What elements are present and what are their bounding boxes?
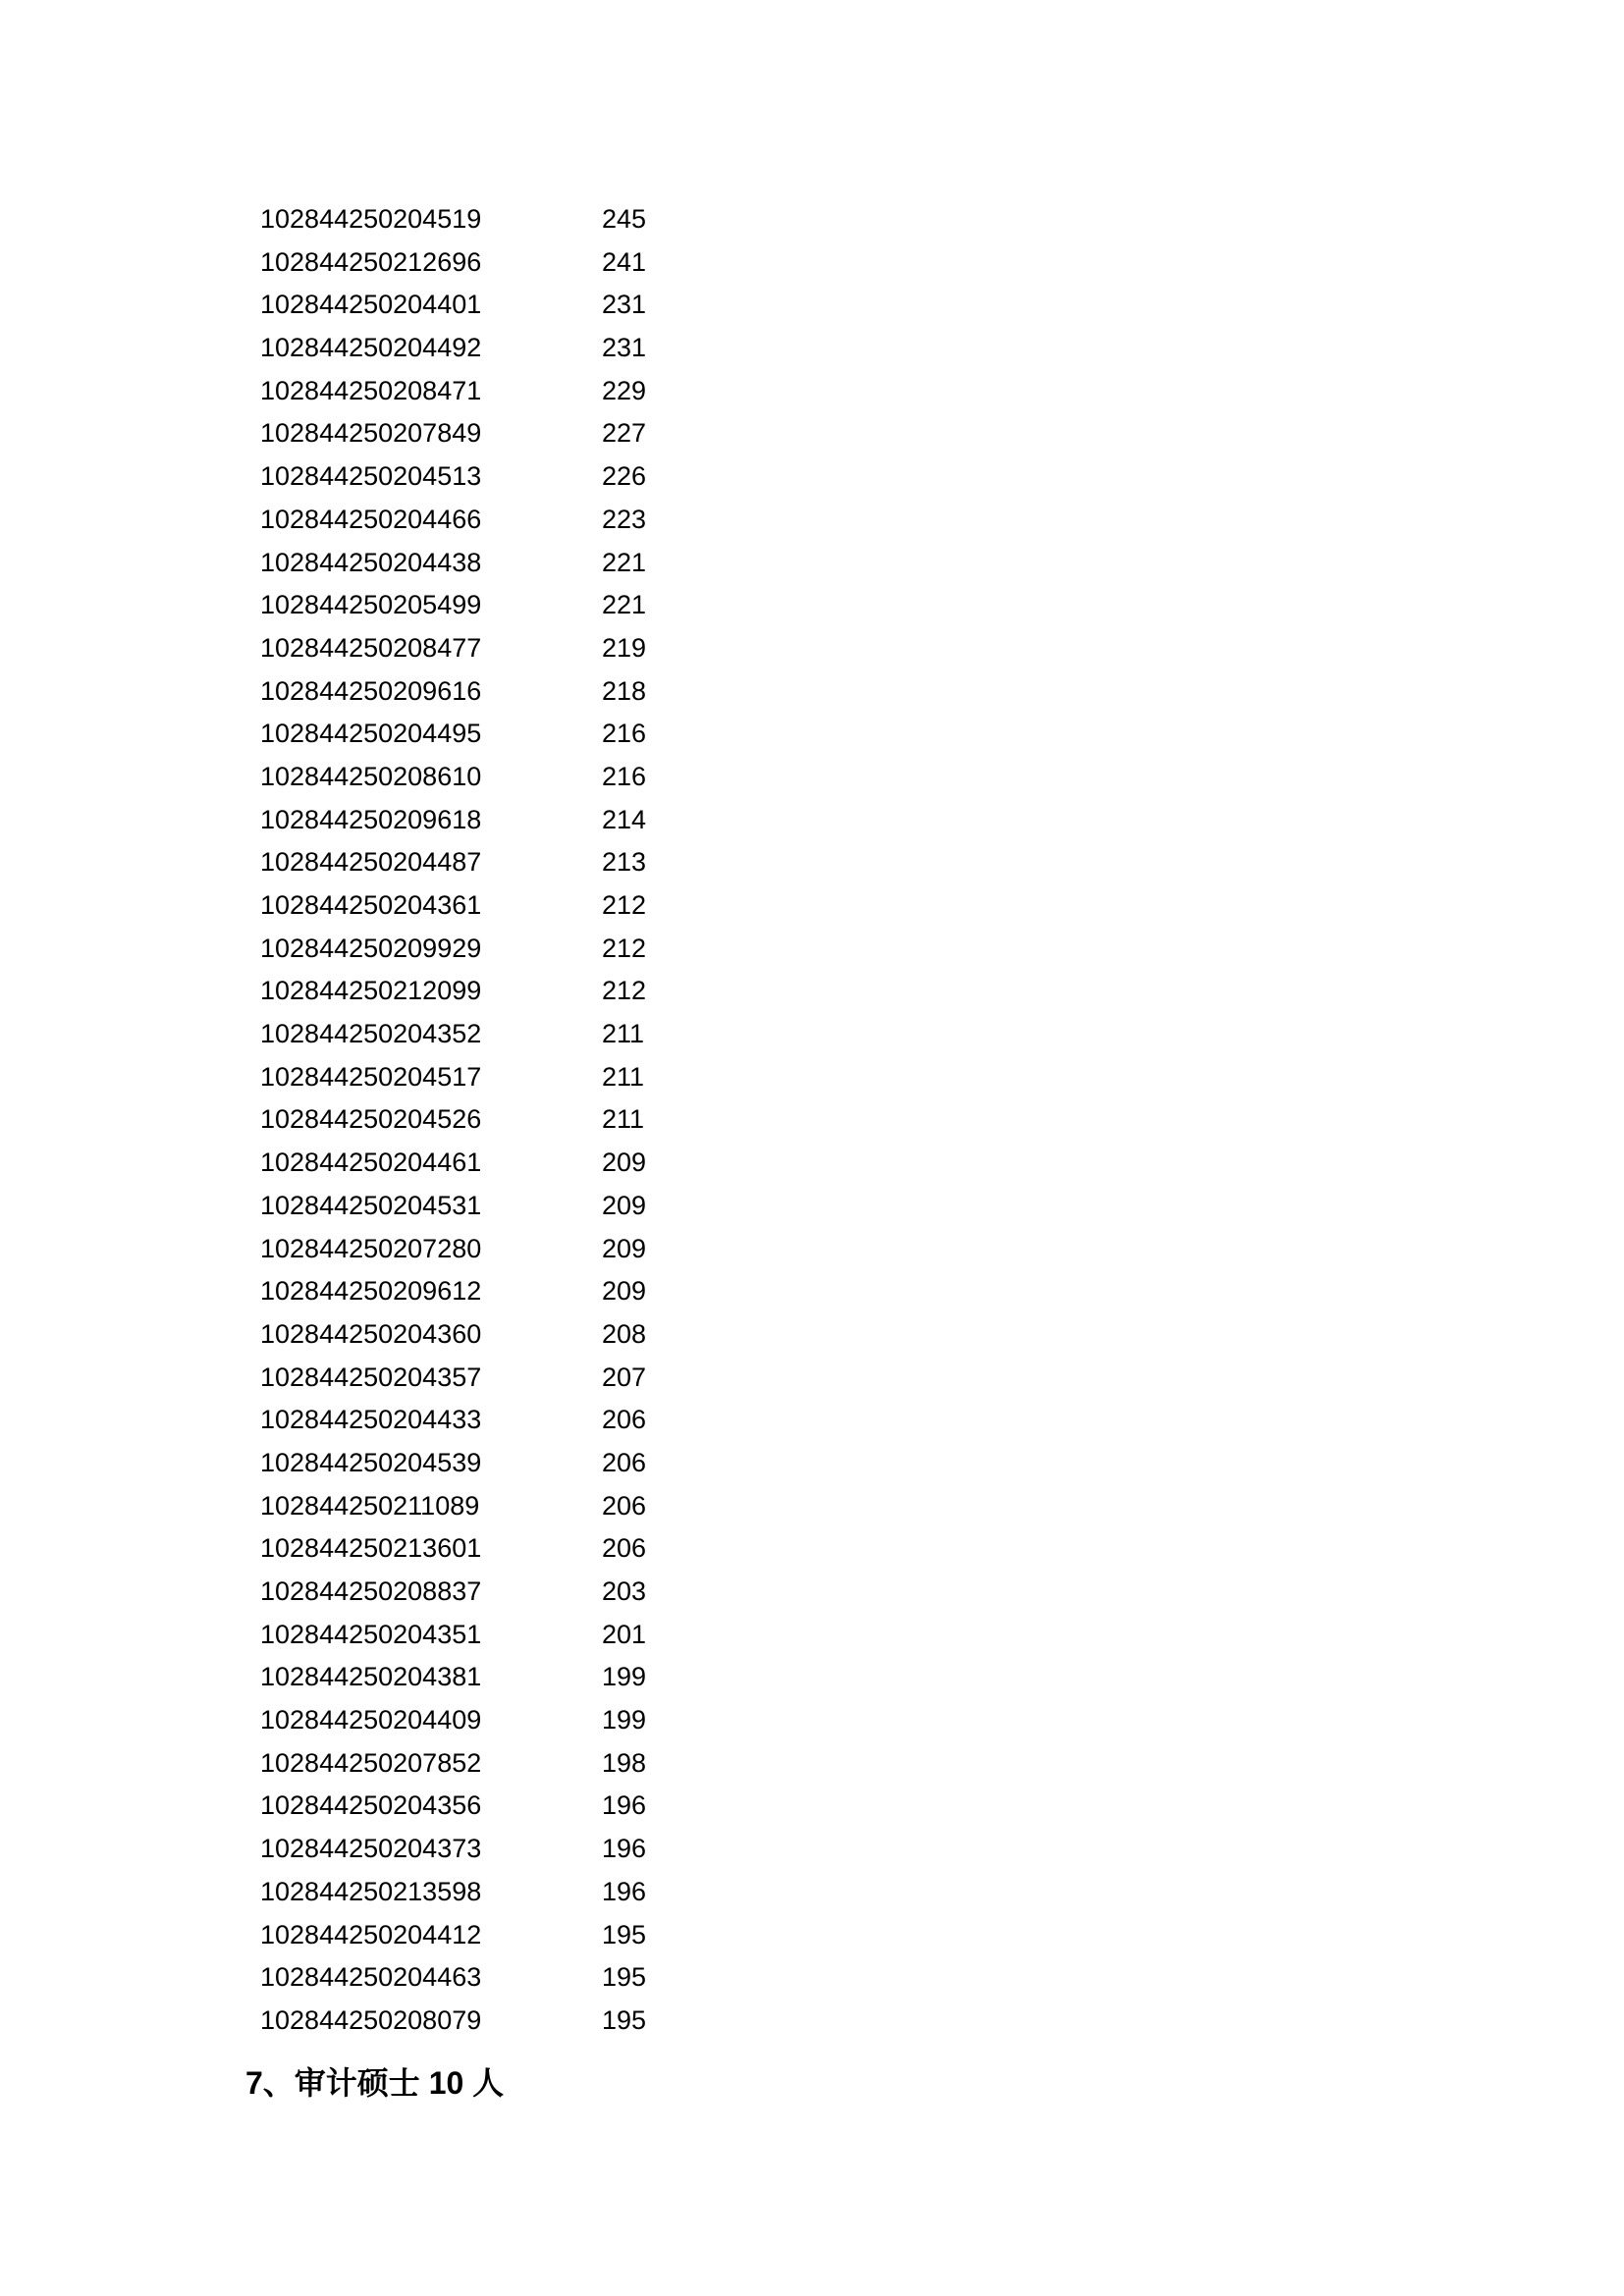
candidate-id: 102844250204433 <box>260 1405 482 1435</box>
candidate-score: 211 <box>602 1104 645 1135</box>
candidate-id: 102844250207280 <box>260 1233 482 1263</box>
candidate-id: 102844250208477 <box>260 632 482 663</box>
table-row <box>0 1742 1624 1786</box>
candidate-id: 102844250207852 <box>260 1747 482 1778</box>
table-row <box>0 542 1624 585</box>
candidate-score: 208 <box>602 1318 647 1349</box>
candidate-score: 195 <box>602 1962 647 1993</box>
candidate-score: 226 <box>602 461 647 492</box>
candidate-id: 102844250204513 <box>260 461 482 492</box>
candidate-score: 211 <box>602 1019 645 1049</box>
candidate-id: 102844250204357 <box>260 1362 482 1392</box>
candidate-id: 102844250204412 <box>260 1919 482 1949</box>
table-row <box>0 1614 1624 1657</box>
candidate-id: 102844250208471 <box>260 375 482 405</box>
candidate-id: 102844250204461 <box>260 1148 482 1178</box>
table-row <box>0 2000 1624 2043</box>
table-row <box>0 799 1624 842</box>
table-row <box>0 1871 1624 1914</box>
candidate-score: 203 <box>602 1576 647 1606</box>
candidate-id: 102844250204351 <box>260 1619 482 1649</box>
candidate-id: 102844250208610 <box>260 761 482 791</box>
candidate-id: 102844250207849 <box>260 418 482 449</box>
candidate-id: 102844250204463 <box>260 1962 482 1993</box>
table-row <box>0 928 1624 971</box>
candidate-id: 102844250212696 <box>260 246 482 277</box>
candidate-id: 102844250204401 <box>260 290 482 320</box>
table-row <box>0 1185 1624 1228</box>
candidate-score: 212 <box>602 976 647 1006</box>
candidate-id: 102844250213601 <box>260 1533 482 1564</box>
table-row <box>0 412 1624 455</box>
candidate-score: 221 <box>602 547 647 577</box>
candidate-id: 102844250209618 <box>260 804 482 834</box>
table-row <box>0 1399 1624 1442</box>
table-row <box>0 455 1624 499</box>
table-row <box>0 1313 1624 1357</box>
candidate-id: 102844250204517 <box>260 1061 482 1092</box>
candidate-id: 102844250204409 <box>260 1705 482 1735</box>
table-row <box>0 1785 1624 1828</box>
candidate-score: 212 <box>602 890 647 920</box>
table-row <box>0 1442 1624 1485</box>
candidate-score: 198 <box>602 1747 647 1778</box>
candidate-id: 102844250209616 <box>260 675 482 706</box>
candidate-score: 212 <box>602 933 647 963</box>
candidate-score: 223 <box>602 504 647 534</box>
candidate-score: 209 <box>602 1276 647 1307</box>
table-row <box>0 970 1624 1013</box>
candidate-id: 102844250212099 <box>260 976 482 1006</box>
candidate-score: 241 <box>602 246 647 277</box>
candidate-score: 196 <box>602 1876 647 1906</box>
candidate-score: 218 <box>602 675 647 706</box>
candidate-score: 216 <box>602 761 647 791</box>
candidate-score: 196 <box>602 1834 647 1864</box>
candidate-id: 102844250204531 <box>260 1190 482 1220</box>
candidate-score: 213 <box>602 847 647 878</box>
candidate-id: 102844250208079 <box>260 2004 482 2035</box>
candidate-score: 195 <box>602 1919 647 1949</box>
candidate-score: 221 <box>602 590 647 620</box>
candidate-score: 229 <box>602 375 647 405</box>
table-row <box>0 756 1624 799</box>
candidate-score: 214 <box>602 804 647 834</box>
candidate-score: 196 <box>602 1790 647 1821</box>
candidate-score: 216 <box>602 719 647 749</box>
table-row <box>0 241 1624 285</box>
candidate-score: 245 <box>602 204 647 234</box>
table-row <box>0 1699 1624 1742</box>
table-row <box>0 499 1624 542</box>
candidate-id: 102844250209612 <box>260 1276 482 1307</box>
candidate-score: 207 <box>602 1362 647 1392</box>
table-row <box>0 1656 1624 1699</box>
table-row <box>0 1270 1624 1313</box>
candidate-id: 102844250204438 <box>260 547 482 577</box>
candidate-score: 219 <box>602 632 647 663</box>
candidate-id: 102844250204381 <box>260 1662 482 1692</box>
table-row <box>0 1828 1624 1871</box>
candidate-score: 206 <box>602 1447 647 1477</box>
table-row <box>0 713 1624 756</box>
table-row <box>0 1013 1624 1056</box>
candidate-score: 209 <box>602 1233 647 1263</box>
table-row <box>0 284 1624 327</box>
candidate-score: 206 <box>602 1405 647 1435</box>
table-row <box>0 370 1624 413</box>
candidate-id: 102844250204352 <box>260 1019 482 1049</box>
table-row <box>0 1485 1624 1528</box>
table-row <box>0 1142 1624 1185</box>
candidate-score: 201 <box>602 1619 647 1649</box>
table-row <box>0 841 1624 884</box>
candidate-score: 227 <box>602 418 647 449</box>
candidate-id: 102844250204487 <box>260 847 482 878</box>
candidate-score: 209 <box>602 1190 647 1220</box>
section-heading: 7、审计硕士 10 人 <box>245 2065 505 2101</box>
candidate-id: 102844250204526 <box>260 1104 482 1135</box>
table-row <box>0 1098 1624 1142</box>
table-row <box>0 1914 1624 1957</box>
table-row <box>0 1228 1624 1271</box>
candidate-score: 231 <box>602 290 647 320</box>
candidate-id: 102844250204495 <box>260 719 482 749</box>
table-row <box>0 1571 1624 1614</box>
candidate-id: 102844250213598 <box>260 1876 482 1906</box>
candidate-score: 211 <box>602 1061 645 1092</box>
candidate-id: 102844250204492 <box>260 333 482 363</box>
candidate-score: 199 <box>602 1662 647 1692</box>
candidate-id: 102844250204361 <box>260 890 482 920</box>
table-row <box>0 670 1624 714</box>
candidate-score: 206 <box>602 1490 647 1521</box>
candidate-id: 102844250204466 <box>260 504 482 534</box>
candidate-id: 102844250204360 <box>260 1318 482 1349</box>
candidate-id: 102844250204519 <box>260 204 482 234</box>
table-row <box>0 1056 1624 1099</box>
score-list <box>0 198 1624 2043</box>
candidate-id: 102844250209929 <box>260 933 482 963</box>
candidate-score: 206 <box>602 1533 647 1564</box>
candidate-id: 102844250205499 <box>260 590 482 620</box>
table-row <box>0 198 1624 241</box>
candidate-id: 102844250211089 <box>260 1490 480 1521</box>
table-row <box>0 627 1624 670</box>
candidate-id: 102844250204539 <box>260 1447 482 1477</box>
candidate-score: 199 <box>602 1705 647 1735</box>
table-row <box>0 1956 1624 2000</box>
candidate-id: 102844250204373 <box>260 1834 482 1864</box>
table-row <box>0 884 1624 928</box>
candidate-id: 102844250204356 <box>260 1790 482 1821</box>
candidate-score: 209 <box>602 1148 647 1178</box>
candidate-score: 195 <box>602 2004 647 2035</box>
table-row <box>0 1527 1624 1571</box>
candidate-score: 231 <box>602 333 647 363</box>
table-row <box>0 1357 1624 1400</box>
table-row <box>0 584 1624 627</box>
candidate-id: 102844250208837 <box>260 1576 482 1606</box>
table-row <box>0 327 1624 370</box>
